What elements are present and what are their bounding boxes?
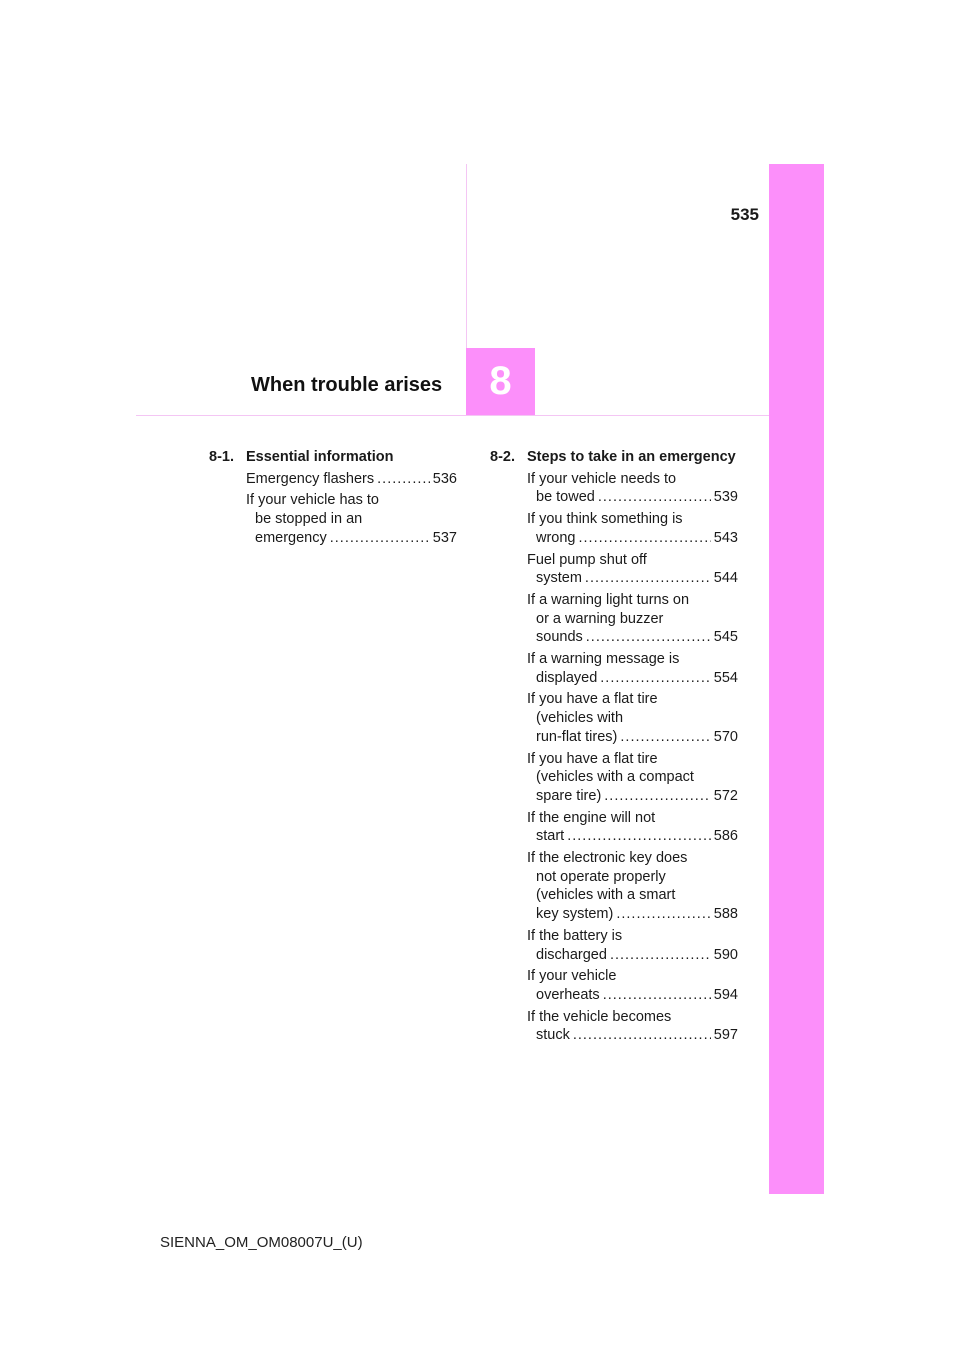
dot-leader	[600, 669, 711, 688]
toc-entry-text: emergency	[255, 529, 327, 546]
dot-leader	[610, 946, 711, 965]
toc-entry-text: discharged	[536, 946, 607, 963]
toc-entry-link[interactable]	[527, 510, 738, 547]
toc-entry-link[interactable]	[246, 491, 457, 547]
toc-entry-link[interactable]	[527, 750, 738, 806]
dot-leader	[616, 905, 710, 924]
toc-entry-text: If the engine will not	[527, 809, 656, 826]
toc-page-number: 572	[713, 787, 738, 804]
toc-page-number: 537	[432, 529, 457, 546]
dot-leader	[567, 827, 711, 846]
toc-entry-link[interactable]	[527, 591, 738, 647]
dot-leader	[330, 529, 430, 548]
toc-column-left	[209, 448, 457, 551]
toc-section-number: 8-2.	[490, 449, 515, 465]
chapter-side-tab	[769, 164, 824, 1194]
toc-page-number: 543	[713, 529, 738, 546]
toc-entry-text: key system)	[536, 906, 614, 923]
toc-entry-text: If your vehicle needs to	[527, 470, 677, 487]
toc-entry-text: If a warning message is	[527, 651, 680, 668]
toc-entry-text: If your vehicle	[527, 968, 617, 985]
toc-entry-text: overheats	[536, 986, 600, 1003]
toc-entry-link[interactable]	[527, 470, 738, 507]
toc-entry-text: If you think something is	[527, 511, 683, 528]
toc-page-number: 539	[713, 489, 738, 506]
toc-entry-text: If the electronic key does	[527, 850, 688, 867]
dot-leader	[579, 529, 711, 548]
toc-section-number: 8-1.	[209, 449, 234, 465]
toc-section-title: Essential information	[246, 449, 394, 465]
toc-entry-text: (vehicles with a compact	[536, 769, 694, 786]
toc-entry-link[interactable]	[527, 690, 738, 746]
toc-section-heading	[209, 448, 457, 467]
toc-page-number: 570	[713, 728, 738, 745]
toc-entry-text: Emergency flashers	[246, 470, 375, 487]
toc-entry-text: (vehicles with	[536, 710, 624, 727]
toc-page-number: 597	[713, 1027, 738, 1044]
page-number: 535	[730, 205, 759, 224]
toc-page-number: 544	[713, 570, 738, 587]
toc-page-number: 586	[713, 828, 738, 845]
chapter-number: 8	[489, 359, 512, 403]
dot-leader	[603, 986, 711, 1005]
document-code-footer: SIENNA_OM_OM08007U_(U)	[160, 1234, 363, 1251]
toc-entry-link[interactable]	[527, 967, 738, 1004]
toc-entry-text: be stopped in an	[255, 511, 363, 528]
toc-entry-text: not operate properly	[536, 868, 666, 885]
toc-page-number: 590	[713, 946, 738, 963]
toc-page-number: 536	[432, 470, 457, 487]
dot-leader	[620, 728, 710, 747]
toc-entry-link[interactable]	[527, 650, 738, 687]
dot-leader	[573, 1026, 711, 1045]
toc-entry-link[interactable]	[527, 1008, 738, 1045]
toc-section-title: Steps to take in an emergency	[527, 449, 736, 465]
toc-entry-link[interactable]	[527, 849, 738, 924]
toc-entry-text: sounds	[536, 629, 583, 646]
toc-entry-text: (vehicles with a smart	[536, 887, 676, 904]
toc-entry-text: run-flat tires)	[536, 728, 618, 745]
toc-entry-text: If a warning light turns on	[527, 591, 690, 608]
dot-leader	[586, 628, 711, 647]
toc-section-heading	[490, 448, 738, 467]
toc-entry-link[interactable]	[246, 470, 457, 489]
toc-entry-text: stuck	[536, 1027, 570, 1044]
toc-entry-text: If your vehicle has to	[246, 492, 379, 509]
toc-page-number: 545	[713, 629, 738, 646]
toc-entry-link[interactable]	[527, 809, 738, 846]
toc-column-right	[490, 448, 738, 1048]
toc-entry-text: wrong	[536, 529, 576, 546]
toc-entry-text: If you have a flat tire	[527, 691, 658, 708]
toc-page-number: 588	[713, 906, 738, 923]
toc-page-number: 554	[713, 669, 738, 686]
toc-entry-text: Fuel pump shut off	[527, 551, 647, 568]
toc-entry-text: system	[536, 570, 582, 587]
toc-entry-link[interactable]	[527, 551, 738, 588]
dot-leader	[585, 569, 711, 588]
toc-entry-link[interactable]	[527, 927, 738, 964]
toc-entry-text: If the vehicle becomes	[527, 1008, 672, 1025]
dot-leader	[604, 787, 711, 806]
toc-entry-text: be towed	[536, 489, 595, 506]
chapter-number-badge	[466, 348, 535, 415]
toc-entry-text: start	[536, 828, 565, 845]
toc-entry-text: spare tire)	[536, 787, 602, 804]
toc-entry-text: or a warning buzzer	[536, 610, 664, 627]
dot-leader	[598, 488, 711, 507]
toc-page-number: 594	[713, 986, 738, 1003]
toc-entry-text: displayed	[536, 669, 598, 686]
toc-entry-text: If the battery is	[527, 927, 623, 944]
toc-entry-text: If you have a flat tire	[527, 750, 658, 767]
chapter-title: When trouble arises	[251, 374, 443, 396]
header-horizontal-rule	[136, 415, 769, 416]
header-vertical-rule	[466, 164, 467, 348]
dot-leader	[377, 470, 430, 489]
